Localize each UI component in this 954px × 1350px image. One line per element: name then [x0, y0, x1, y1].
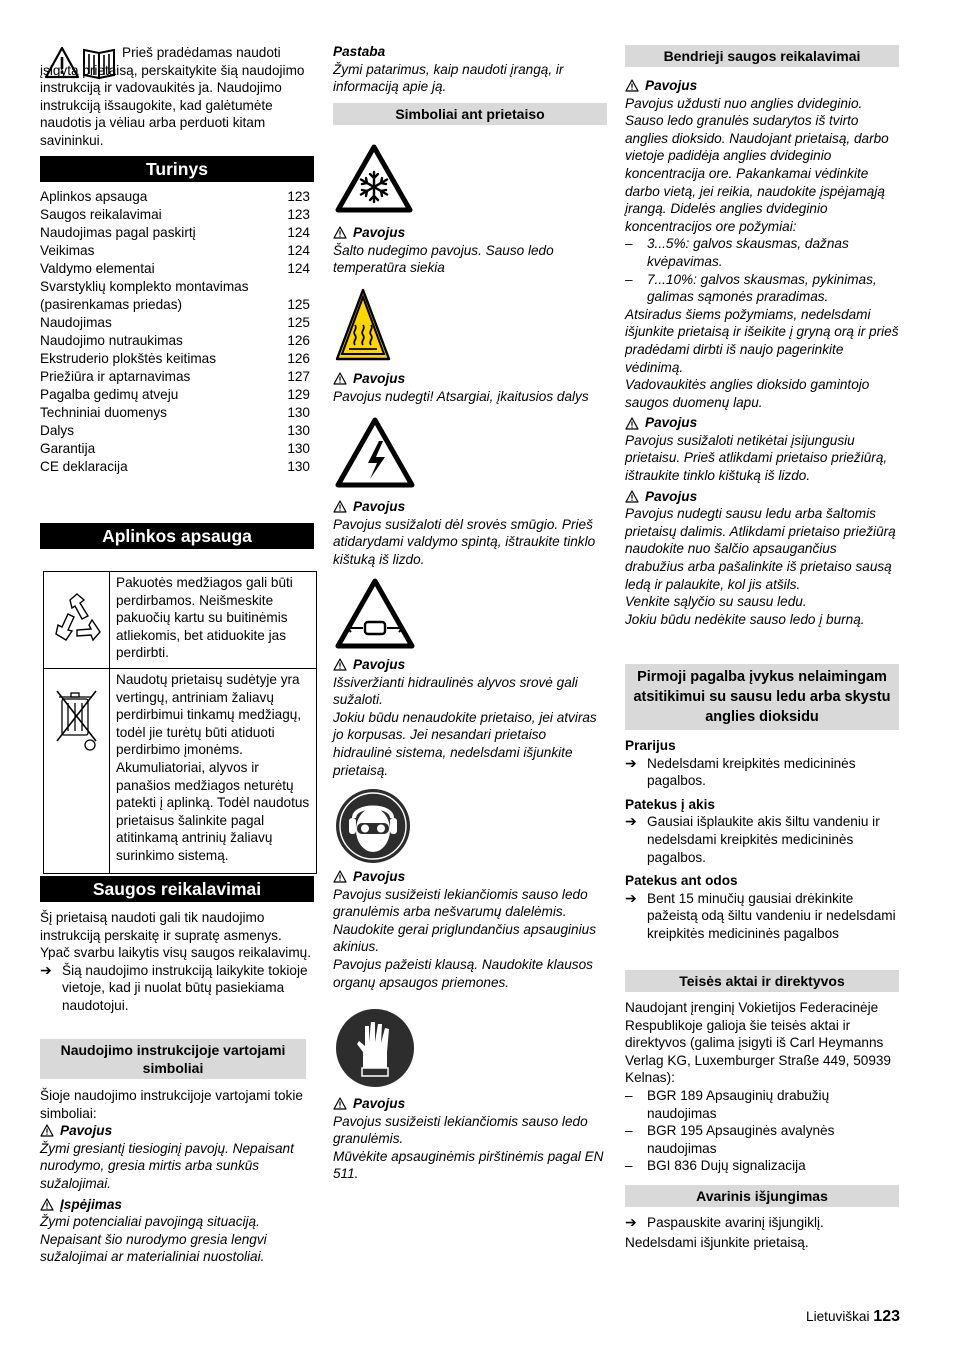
arrow-list-item: ➔ Gausiai išplaukite akis šiltu vandeniu ir nedelsdami kreipkitės medicininės pagalbos. — [625, 813, 880, 865]
danger-heading — [333, 498, 607, 516]
warning-triangle-icon — [40, 1198, 54, 1211]
symbols-title: Naudojimo instrukcijoje vartojami simboliai — [40, 1039, 306, 1079]
device-symbols-title: Simboliai ant prietaiso — [333, 103, 607, 125]
footer-language: Lietuviškai — [806, 1309, 870, 1324]
toc-item-label: Garantija — [40, 441, 96, 456]
first-aid-head: Prarijus — [625, 738, 676, 753]
danger-label: Pavojus — [353, 371, 406, 386]
dash-list-item: – BGI 836 Dujų signalizacija — [625, 1158, 806, 1174]
dash-list-item: – BGR 195 Apsauginės avalynės naudojimas — [625, 1123, 835, 1156]
toc-item-label: Naudojimas — [40, 315, 112, 330]
symbol-block — [333, 498, 607, 568]
toc-item-page: 127 — [287, 369, 310, 384]
toc-item-label: Techniniai duomenys — [40, 405, 167, 420]
danger-heading — [625, 77, 899, 95]
warning-triangle-icon — [625, 490, 639, 503]
warning-heading — [40, 1196, 314, 1214]
warning-triangle-icon — [333, 226, 347, 239]
toc-item-label: Valdymo elementai — [40, 261, 155, 276]
toc-item — [40, 404, 314, 422]
danger-text: Pavojus uždusti nuo anglies dvideginio. Sauso ledo granulės sudarytos iš tvirto anglies dioksido. Naudojant prietaisą, darbo vietoje padidėja anglies dvideginio koncentracija ore. Pakankamai vėdinkite darbo vietą, jei reikia, naudokite įspėjamąją įrangą. Didelės anglies dvideginio koncentracijos ore požymiai: — [625, 95, 889, 234]
toc-item — [40, 350, 314, 368]
symbol-text: Išsiveržianti hidraulinės alyvos srovė gali sužaloti. Jokiu būdu nenaudokite prietaiso, jei atviras jo korpusas. Jei nesandari prietaiso hidraulinė sistema, nedelsdami išjunkite prietaisą. — [333, 674, 597, 778]
toc-item — [40, 386, 314, 404]
toc-item-page: 129 — [287, 387, 310, 402]
emergency-text: Nedelsdami išjunkite prietaisą. — [625, 1234, 809, 1250]
arrow-list-item: ➔ Bent 15 minučių gausiai drėkinkite pažeistą odą šiltu vandeniu ir nedelsdami kreipkitės medicininės pagalbos — [625, 889, 896, 941]
emergency-title: Avarinis išjungimas — [625, 1185, 899, 1207]
symbol-text: Pavojus susižaloti dėl srovės smūgio. Prieš atidarydami valdymo spintą, ištraukite tinklo kištuką iš lizdo. — [333, 516, 596, 567]
safety-body — [40, 909, 314, 1015]
arrow-list-item — [40, 962, 314, 1015]
warning-triangle-icon — [625, 79, 639, 92]
arrow-list-item: ➔ Paspauskite avarinį išjungiklį. — [625, 1214, 824, 1230]
toc-item-page: 124 — [287, 261, 310, 276]
toc-item-page: 130 — [287, 405, 310, 420]
toc-item-label: Dalys — [40, 423, 74, 438]
env-text-1: Pakuotės medžiagos gali būti perdirbamos. Neišmeskite pakuočių kartu su buitinėmis atliekomis, bet atiduokite jas perdirbti. — [110, 572, 317, 669]
toc-item-page: 125 — [287, 315, 310, 330]
electric-shock-icon — [335, 417, 415, 494]
danger-heading — [625, 488, 899, 506]
toc-title: Turinys — [40, 156, 314, 182]
note-text: Žymi patarimus, kaip naudoti įrangą, ir informaciją apie ją. — [333, 61, 564, 95]
general-safety-body — [625, 77, 899, 628]
toc-item — [40, 368, 314, 386]
warning-text: Žymi potencialiai pavojingą situaciją. Nepaisant šio nurodymo gresia lengvi sužalojimai ar materialiniai nuostoliai. — [40, 1214, 267, 1265]
toc-item-label: Aplinkos apsauga — [40, 189, 148, 204]
toc-item-label: Svarstyklių komplekto montavimas (pasirenkamas priedas) — [40, 279, 249, 312]
toc-item-page: 124 — [287, 225, 310, 240]
gloves-icon — [335, 1008, 415, 1093]
safety-title: Saugos reikalavimai — [40, 876, 314, 902]
dash-list-item: – 3...5%: galvos skausmas, dažnas kvėpavimas. — [625, 236, 849, 269]
danger-heading — [333, 868, 607, 886]
first-aid-head: Patekus į akis — [625, 796, 715, 812]
arrow-icon: ➔ — [625, 1214, 637, 1230]
first-aid-title: Pirmoji pagalba įvykus nelaimingam atsitikimui su sausu ledu arba skystu anglies dioksidu — [625, 664, 899, 730]
toc-item-page: 125 — [287, 297, 310, 312]
emergency-body — [625, 1214, 899, 1251]
warning-triangle-icon — [333, 658, 347, 671]
toc-item-page: 126 — [287, 351, 310, 366]
safety-paragraph: Šį prietaisą naudoti gali tik naudojimo instrukciją perskaitę ir supratę asmenys. Ypač svarbu laikytis visų saugos reikalavimų. — [40, 910, 311, 961]
warning-label: Įspėjimas — [60, 1196, 122, 1212]
danger-text: Pavojus susižaloti netikėtai įsijungusiu prietaisu. Prieš atlikdami prietaiso priežiūrą, ištraukite tinklo kištuką iš lizdo. — [625, 432, 888, 484]
warning-triangle-icon — [333, 372, 347, 385]
danger-label: Pavojus — [353, 1096, 406, 1111]
crossed-bin-icon — [54, 743, 100, 758]
danger-heading — [333, 1095, 607, 1113]
symbol-text: Pavojus susižeisti lekiančiomis sauso ledo granulėmis arba nešvarumų dalelėmis. Naudokite gerai priglundančius apsauginius akinius. Pavojus pažeisti klausą. Naudokite klausos organų apsaugos priemones. — [333, 886, 596, 990]
symbol-block — [333, 224, 607, 277]
env-text-2: Naudotų prietaisų sudėtyje yra vertingų, antriniam žaliavų perdirbimui tinkamų medžiagų, todėl jie turėtų būti atiduoti perdirbimo įmonėms. Akumuliatoriai, alyvos ir panašios medžiagos neturėtų patekti į aplinką. Todėl naudotus prietaisus šalinkite pagal atitinkamą antrinių žaliavų surinkimo sistemą. — [110, 669, 317, 874]
symbol-text: Pavojus susižeisti lekiančiomis sauso ledo granulėmis. Mūvėkite apsauginėmis pirštinėmis pagal EN 511. — [333, 1113, 604, 1182]
danger-label: Pavojus — [60, 1123, 113, 1139]
danger-heading — [40, 1122, 314, 1140]
toc-item-page: 130 — [287, 423, 310, 438]
arrow-text: Šią naudojimo instrukciją laikykite tokioje vietoje, kad ji nuolat būtų pasiekiama naudotojui. — [62, 962, 308, 1013]
hydraulic-jet-icon — [335, 578, 415, 655]
warning-triangle-icon — [333, 500, 347, 513]
general-safety-title: Bendrieji saugos reikalavimai — [625, 45, 899, 67]
toc-item-label: Saugos reikalavimai — [40, 207, 162, 222]
danger-text-after: Atsiradus šiems požymiams, nedelsdami išjunkite prietaisą ir išeikite į gryną orą ir prieš pradėdami dirbti iš naujo pagerinkite vėdinimą. Vadovaukitės anglies dioksido gamintojo saugos duomenų lapu. — [625, 306, 899, 410]
danger-heading — [333, 370, 607, 388]
danger-heading — [333, 224, 607, 242]
warning-triangle-icon — [625, 417, 639, 430]
toc-item — [40, 188, 314, 206]
env-table — [43, 571, 317, 874]
toc-item-label: Naudojimas pagal paskirtį — [40, 225, 196, 240]
toc-item-label: Ekstruderio plokštės keitimas — [40, 351, 217, 366]
toc-item-page: 123 — [287, 189, 310, 204]
danger-text: Žymi gresiantį tiesioginį pavojų. Nepaisant nurodymo, gresia mirtis arba sunkūs sužalojimai. — [40, 1140, 294, 1191]
danger-text: Pavojus nudegti sausu ledu arba šaltomis prietaisų dalimis. Atlikdami prietaiso priežiūrą naudokite nuo šalčio apsaugančius drabužius arba pašalinkite iš prietaiso sausą ledą ir palaukite, kol jis atšils. Venkite sąlyčio su sausu ledu. Jokiu būdu nedėkite sauso ledo į burną. — [625, 506, 896, 627]
toc-item-label: Pagalba gedimų atveju — [40, 387, 179, 402]
law-text: Naudojant įrenginį Vokietijos Federacinėje Respublikoje galioja šie teisės aktai ir direktyvos (galima įsigyti iš Carl Heymanns Verlag KG, Luxemburger Straße 449, 50939 Kelnas): — [625, 1000, 891, 1086]
env-row — [44, 572, 317, 669]
toc-list — [40, 188, 314, 476]
warning-triangle-icon — [333, 870, 347, 883]
arrow-icon: ➔ — [625, 754, 637, 771]
arrow-list-item: ➔ Nedelsdami kreipkitės medicininės pagalbos. — [625, 754, 856, 789]
toc-item-label: CE deklaracija — [40, 459, 128, 474]
toc-item-page: 130 — [287, 441, 310, 456]
toc-item-page: 123 — [287, 207, 310, 222]
symbol-block — [333, 370, 607, 405]
recycle-icon — [48, 636, 106, 651]
toc-item-page: 130 — [287, 459, 310, 474]
symbols-body — [40, 1087, 314, 1266]
toc-item — [40, 260, 314, 278]
page-number: 123 — [873, 1308, 900, 1325]
warning-triangle-icon — [333, 1097, 347, 1110]
page-footer — [760, 1308, 900, 1326]
danger-label: Pavojus — [645, 488, 698, 504]
note-block — [333, 43, 607, 96]
note-label: Pastaba — [333, 44, 386, 59]
danger-label: Pavojus — [353, 657, 406, 672]
arrow-icon: ➔ — [40, 961, 52, 978]
danger-label: Pavojus — [353, 869, 406, 884]
toc-item — [40, 242, 314, 260]
toc-item — [40, 206, 314, 224]
toc-item-label: Veikimas — [40, 243, 95, 258]
dash-list-item: – 7...10%: galvos skausmas, pykinimas, galimas sąmonės praradimas. — [625, 271, 877, 305]
dash-list-item: – BGR 189 Apsauginių drabužių naudojimas — [625, 1087, 830, 1121]
danger-heading — [333, 656, 607, 674]
symbols-intro: Šioje naudojimo instrukcijoje vartojami tokie simboliai: — [40, 1088, 303, 1121]
symbol-block — [333, 1095, 607, 1183]
toc-item — [40, 422, 314, 440]
arrow-icon: ➔ — [625, 889, 637, 906]
env-title: Aplinkos apsauga — [40, 523, 314, 549]
toc-item — [40, 458, 314, 476]
toc-item — [40, 314, 314, 332]
toc-item — [40, 332, 314, 350]
cold-hazard-icon — [335, 144, 413, 219]
first-aid-body — [625, 737, 899, 943]
danger-label: Pavojus — [353, 225, 406, 240]
toc-item — [40, 440, 314, 458]
danger-label: Pavojus — [645, 415, 698, 431]
law-title: Teisės aktai ir direktyvos — [625, 970, 899, 992]
symbol-block — [333, 656, 607, 779]
toc-item-label: Priežiūra ir aptarnavimas — [40, 369, 191, 384]
env-row — [44, 669, 317, 874]
face-protection-icon — [335, 788, 411, 869]
hot-surface-icon — [335, 288, 391, 367]
intro-text: Prieš pradėdamas naudoti įsigytą prietaisą, perskaitykite šią naudojimo instrukciją ir vadovaukitės ja. Naudojimo instrukciją išsaugokite, kad galėtumėte naudotis ja vėliau arba perduoti kitam savininkui. — [40, 45, 305, 148]
danger-heading — [625, 414, 899, 432]
danger-label: Pavojus — [353, 499, 406, 514]
warning-triangle-icon — [40, 1124, 54, 1137]
toc-item-label: Naudojimo nutraukimas — [40, 333, 183, 348]
toc-item-page: 126 — [287, 333, 310, 348]
symbol-text: Pavojus nudegti! Atsargiai, įkaitusios dalys — [333, 388, 589, 404]
symbol-block — [333, 868, 607, 991]
toc-item-page: 124 — [287, 243, 310, 258]
arrow-icon: ➔ — [625, 813, 637, 830]
danger-label: Pavojus — [645, 78, 698, 93]
first-aid-head: Patekus ant odos — [625, 873, 738, 889]
symbol-text: Šalto nudegimo pavojus. Sauso ledo temperatūra siekia — [333, 242, 554, 276]
toc-item — [40, 278, 314, 314]
law-body — [625, 999, 899, 1175]
toc-item — [40, 224, 314, 242]
